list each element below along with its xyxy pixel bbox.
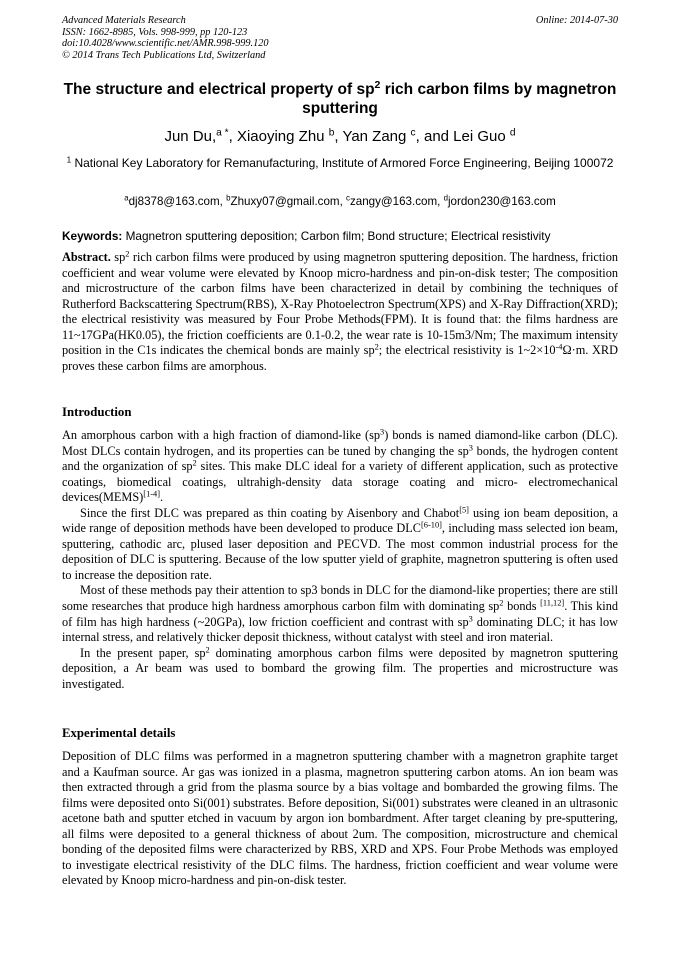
paragraph: Deposition of DLC films was performed in a magnetron sputtering chamber with a magnetron graphite target and a Kaufman source. Ar gas was ionized in a plasma, magnetron sputtering carbon atoms. An ion beam was then extracted through a grid from the plasma source by a bias voltage and bombarded the growing films. The films were deposited onto Si(001) substrates. Before deposition, Si(001) substrates were cleaned in an ultrasonic acetone bath and sputter etched in vacuum by argon ion bombardment. After target cleaning by pre-sputtering, all films were deposited to a general thickness of about 2um. The composition, microstructure and chemical bonding of the deposited films were characterized by RBS, XRD and XPS. Four Probe Methods was employed to investigate electrical resistivity of the DLC films. The hardness, friction coefficient and wear volume were elevated by Knoop micro-hardness and pin-on-disk tester. [62,749,618,888]
author-marker: a * [216,127,229,139]
paragraph [62,583,618,645]
author-list [62,128,618,146]
keywords [62,229,618,244]
email-address: Zhuxy07@gmail.com, [230,195,347,208]
text: using ion beam deposition, a wide range of deposition methods have been developed to produce DLC [62,505,618,536]
superscript: 2 [499,598,504,608]
superscript: 3 [468,442,473,452]
experimental-body [62,749,618,889]
email-marker: d [443,193,448,203]
text: ) bonds is named diamond-like carbon (DLC). Most DLCs contain hydrogen, and its properties can be tuned by changing the sp [62,428,619,458]
abstract-text: sp [110,250,126,264]
superscript: 2 [205,645,210,655]
author-name: Xiaoying Zhu [236,128,325,145]
text: . This kind of film has high hardness (~20GPa), low friction coefficient and contrast with sp [62,599,618,629]
doi-line: doi:10.4028/www.scientific.net/AMR.998-999.120 [62,38,269,50]
abstract-paragraph [62,250,618,374]
superscript: 2 [374,342,379,352]
journal-name: Advanced Materials Research [62,15,186,26]
author-separator: , and [415,128,454,145]
email-address: zangy@163.com, [349,195,444,208]
text: In the present paper, sp [80,645,206,660]
author-separator: , [334,128,343,145]
email-marker: a [124,193,129,203]
introduction-body [62,428,618,692]
paragraph [62,646,618,693]
text: sites. This make DLC ideal for a variety of different application, such as protective coatings, biomedical coatings, ultrahigh-density data storage coating and micro- electromechanical devices(MEMS) [62,459,618,505]
text: , including mass selected ion beam, sputtering, cathodic arc, plused laser deposition and PECVD. The most common industrial process for the deposition of DLC is sputtering. Because of the low sputter yield of graphite, magnetron sputtering is often used to increase the deposition rate. [62,521,618,582]
citation: [5] [459,505,469,515]
text: dominating amorphous carbon films were deposited by magnetron sputtering deposition, a Ar beam was used to bombard the growing film. The properties and microstructure was investigated. [62,645,618,691]
author-name: Yan Zang [342,128,407,145]
author-name: Lei Guo [453,128,506,145]
author-name: Jun Du, [164,128,217,145]
author-marker: d [509,127,516,139]
email-marker: b [226,193,231,203]
title-text-end: rich carbon films by magnetron sputtering [302,81,617,117]
online-date: Online: 2014-07-30 [535,15,618,26]
text: bonds, the hydrogen content and the organization of sp [62,443,618,474]
title-superscript: 2 [374,79,381,92]
email-list [62,194,618,209]
superscript: 2 [192,458,197,468]
title-text-start: The structure and electrical property of sp [63,81,375,98]
text: Most of these methods pay their attention to sp3 bonds in DLC for the diamond-like properties; there are still some researches that produce high hardness amorphous carbon film with dominating sp [62,583,618,614]
section-heading-experimental: Experimental details [62,726,176,740]
superscript: 3 [468,613,473,623]
superscript: -4 [555,342,563,352]
citation: [11,12] [540,598,565,608]
abstract [62,250,618,374]
superscript: 2 [125,249,130,259]
author-marker: c [410,127,416,139]
superscript: 3 [380,427,385,437]
affiliation [62,156,618,172]
keywords-label: Keywords: [62,229,123,243]
abstract-text: ; the electrical resistivity is 1~2×10 [378,343,556,358]
paragraph [62,428,618,506]
text: An amorphous carbon with a high fraction of diamond-like (sp [62,428,381,442]
affiliation-text: National Key Laboratory for Remanufacturing, Institute of Armored Force Engineering, Beijing 100072 [71,156,614,170]
abstract-label: Abstract. [62,250,111,264]
text: bonds [503,599,541,614]
email-address: dj8378@163.com, [128,195,227,208]
abstract-text: rich carbon films were produced by using magnetron sputtering deposition. The hardness, friction coefficient and wear volume were elevated by Knoop micro-hardness and pin-on-disk tester; The composition and microstructure of the carbon films have been characterized in detail by combining the techniques of Rutherford Backscattering Spectrum(RBS), X-Ray Photoelectron Spectrum(XPS) and X-Ray Diffraction(XRD); the electrical resistivity was measured by Four Probe Methods(FPM). It is found that: the films hardness are 11~17GPa(HK0.05), the friction coefficients are 0.1-0.2, the wear rate is 10-15m3/Nm; The maximum intensity position in the C1s indicates the chemical bonds are mainly sp [62,250,618,358]
affiliation-number: 1 [66,155,72,165]
paragraph [62,506,618,584]
author-marker: b [328,127,335,139]
text: Since the first DLC was prepared as thin coating by Aisenbory and Chabot [80,505,460,520]
copyright-line: © 2014 Trans Tech Publications Ltd, Switzerland [62,49,266,61]
journal-header [62,15,618,61]
text: . [160,490,164,505]
section-heading-introduction: Introduction [62,405,132,419]
keywords-text: Magnetron sputtering deposition; Carbon film; Bond structure; Electrical resistivity [122,229,551,243]
citation: [1-4] [143,489,160,499]
text: dominating DLC; it has low internal stress, and relatively thicker deposit thickness, without catalyst with steel and iron material. [62,614,618,645]
author-separator: , [228,128,237,145]
abstract-text: Ω·m. XRD proves these carbon films are amorphous. [62,343,618,373]
citation: [6-10] [421,520,442,530]
email-address: jordon230@163.com [447,195,556,208]
email-marker: c [346,193,350,203]
paper-title [62,80,618,118]
issn-line: ISSN: 1662-8985, Vols. 998-999, pp 120-123 [62,26,248,38]
